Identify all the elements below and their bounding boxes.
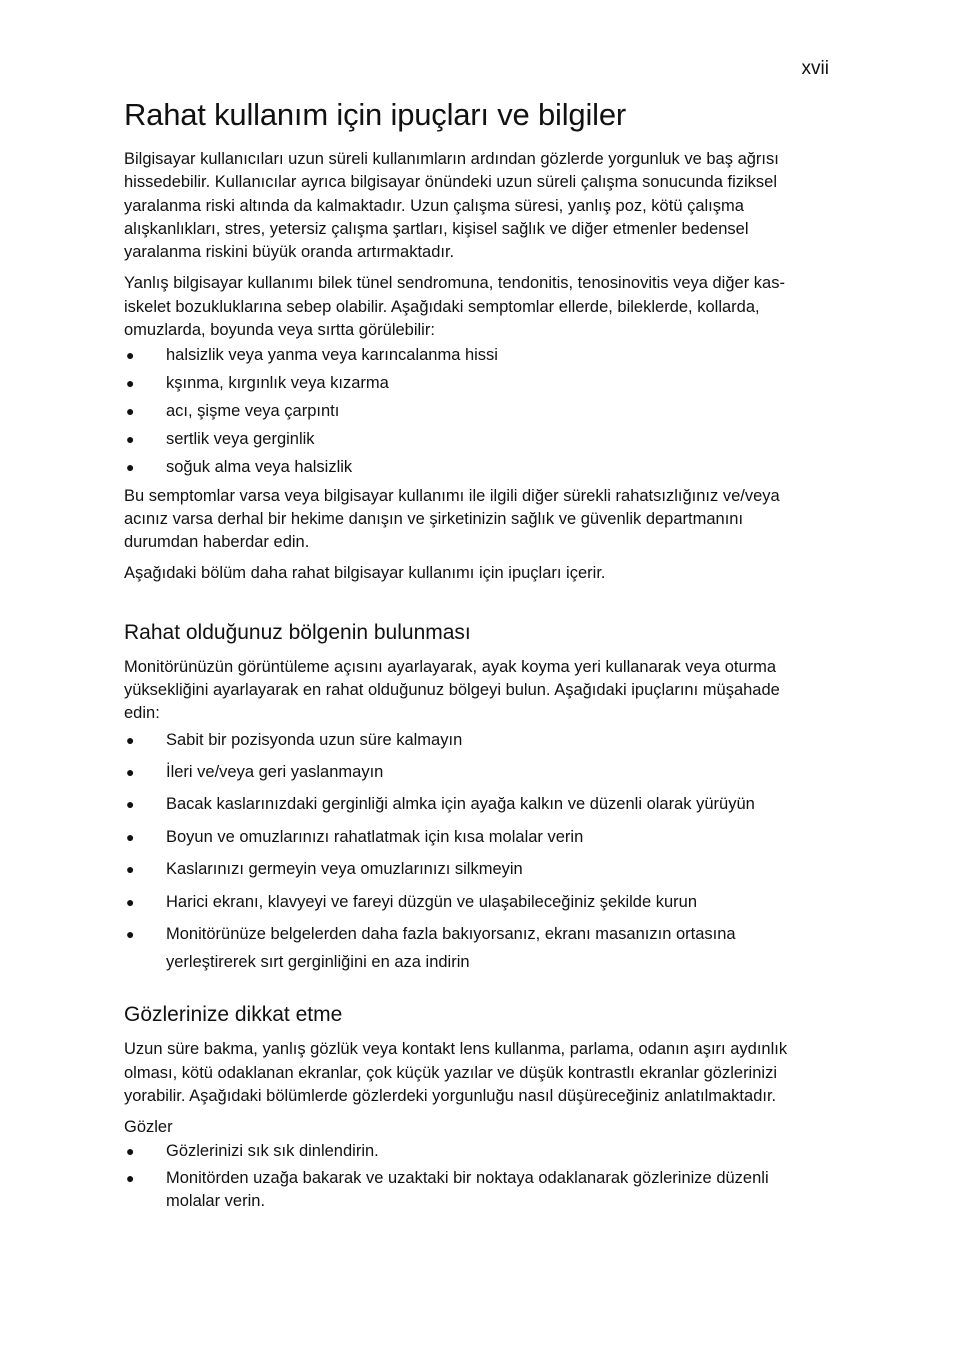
eye-tips-list: [124, 1140, 814, 1214]
list-item: ● Harici ekranı, klavyeyi ve fareyi düzgün ve ulaşabileceğiniz şekilde kurun: [124, 888, 814, 916]
list-item: ● Monitörünüze belgelerden daha fazla bakıyorsanız, ekranı masanızın ortasına yerleştirerek sırt gerginliğini en aza indirin: [124, 920, 814, 976]
section-heading-comfort-zone: Rahat olduğunuz bölgenin bulunması: [124, 620, 471, 644]
bullet-icon: ●: [126, 796, 135, 813]
page-content: [124, 96, 814, 1217]
list-item: ● İleri ve/veya geri yaslanmayın: [124, 758, 814, 786]
bullet-icon: ●: [126, 828, 135, 845]
list-item: ● acı, şişme veya çarpıntı: [124, 400, 814, 423]
intro-paragraph-1: Bilgisayar kullanıcıları uzun süreli kullanımların ardından gözlerde yorgunluk ve baş ağrısı hissedebilir. Kullanıcılar ayrıca bilgisayar önündeki uzun süreli çalışma sonucunda fiziksel yaralanma riski altında da kalmaktadır. Uzun çalışma süresi, yanlış poz, kötü çalışma alışkanlıkları, stres, yetersiz çalışma şartları, kişisel sağlık ve diğer etmenler bedensel yaralanma riskini büyük oranda artırmaktadır.: [124, 150, 779, 262]
symptom-list: [124, 344, 814, 478]
bullet-icon: ●: [126, 1142, 135, 1159]
list-item: ● Boyun ve omuzlarınızı rahatlatmak için kısa molalar verin: [124, 823, 814, 851]
bullet-icon: ●: [126, 861, 135, 878]
intro-paragraph-2: Yanlış bilgisayar kullanımı bilek tünel sendromuna, tendonitis, tenosinovitis veya diğer kas-iskelet bozukluklarına sebep olabilir. Aşağıdaki semptomlar ellerde, bileklerde, kollarda, omuzlarda, boyunda veya sırtta görülebilir:: [124, 274, 785, 340]
list-item: ● Bacak kaslarınızdaki gerginliği almka için ayağa kalkın ve düzenli olarak yürüyün: [124, 790, 814, 818]
bullet-icon: ●: [126, 731, 135, 748]
intro-paragraph-3: Bu semptomlar varsa veya bilgisayar kullanımı ile ilgili diğer sürekli rahatsızlığınız ve/veya acınız varsa derhal bir hekime danışın ve şirketinizin sağlık ve güvenlik departmanını durumdan haberdar edin.: [124, 486, 780, 552]
comfort-tips-list: [124, 726, 814, 976]
comfort-zone-paragraph: Monitörünüzün görüntüleme açısını ayarlayarak, ayak koyma yeri kullanarak veya oturma yüksekliğini ayarlayarak en rahat olduğunuz bölgeyi bulun. Aşağıdaki ipuçlarını müşahade edin:: [124, 657, 780, 723]
intro-paragraph-4: Aşağıdaki bölüm daha rahat bilgisayar kullanımı için ipuçları içerir.: [124, 564, 606, 583]
page-number: xvii: [801, 58, 829, 79]
list-item: ● Gözlerinizi sık sık dinlendirin.: [124, 1140, 814, 1164]
bullet-icon: ●: [126, 458, 135, 475]
page-title: Rahat kullanım için ipuçları ve bilgiler: [124, 97, 627, 132]
list-item: ● Sabit bir pozisyonda uzun süre kalmayın: [124, 726, 814, 754]
bullet-icon: ●: [126, 1169, 135, 1186]
list-item: ● kşınma, kırgınlık veya kızarma: [124, 372, 814, 395]
bullet-icon: ●: [126, 375, 135, 392]
list-item: ● soğuk alma veya halsizlik: [124, 456, 814, 479]
bullet-icon: ●: [126, 430, 135, 447]
section-heading-eye-care: Gözlerinize dikkat etme: [124, 1003, 343, 1027]
list-item: ● halsizlik veya yanma veya karıncalanma hissi: [124, 344, 814, 367]
bullet-icon: ●: [126, 764, 135, 781]
bullet-icon: ●: [126, 925, 135, 942]
bullet-icon: ●: [126, 347, 135, 364]
list-item: ● Monitörden uzağa bakarak ve uzaktaki bir noktaya odaklanarak gözlerinize düzenli molalar verin.: [126, 1168, 769, 1211]
eye-care-paragraph: Uzun süre bakma, yanlış gözlük veya kontakt lens kullanma, parlama, odanın aşırı aydınlık olması, kötü odaklanan ekranlar, çok küçük yazılar ve düşük kontrastlı ekranlar gözlerinizi yorabilir. Aşağıdaki bölümlerde gözlerdeki yorgunluğu nasıl düşüreceğiniz anlatılmaktadır.: [124, 1040, 788, 1105]
eyes-subheading: Gözler: [124, 1118, 173, 1137]
bullet-icon: ●: [126, 402, 135, 419]
bullet-icon: ●: [126, 893, 135, 910]
list-item: ● Kaslarınızı germeyin veya omuzlarınızı silkmeyin: [124, 855, 814, 883]
list-item: ● sertlik veya gerginlik: [124, 428, 814, 451]
